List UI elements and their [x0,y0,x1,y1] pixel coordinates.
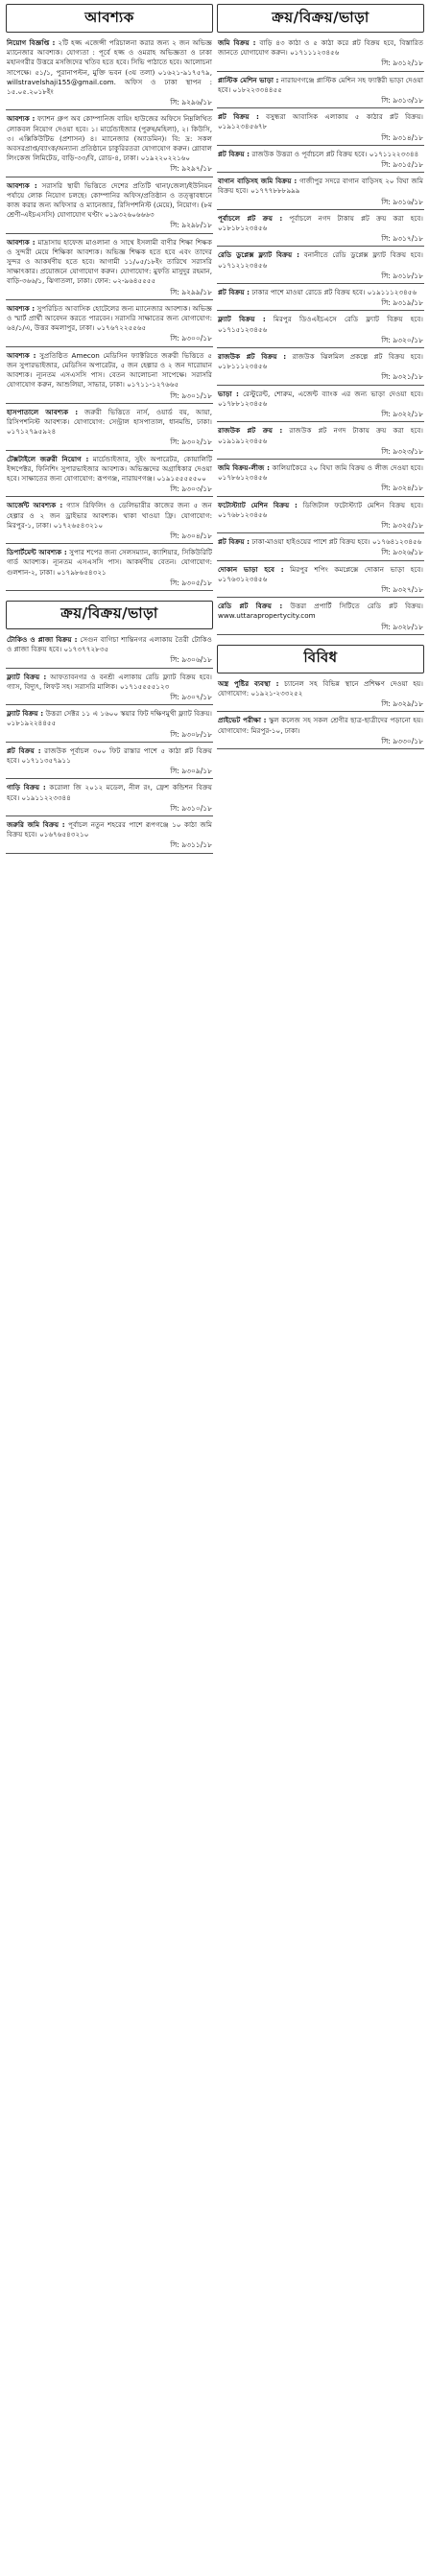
ad-code: সি: ৯৩২৫/১৮ [381,520,423,530]
ad-heading: ফ্ল্যাট বিক্রয় : [7,672,47,681]
ad-divider [6,299,213,300]
classified-ad [6,673,213,703]
ad-divider [6,704,213,705]
ad-heading: নিয়োগ বিজ্ঞপ্তি : [7,38,56,47]
section-header-trade-left [6,601,213,629]
trade-right-ads-list [217,38,424,635]
ad-body: রাজউক ঝিলমিল প্রকল্পে প্লট বিক্রয় হবে। ০১৮১১১২৩৪৫৬ [218,352,423,371]
ad-divider [6,668,213,669]
ad-heading: দোকান ভাড়া হবে : [218,564,284,574]
ad-code: সি: ৯৩২০/১৮ [381,335,423,344]
ad-body: উত্তরা প্রপার্টি সিটিতে রেডি প্লট বিক্রয়। www.uttarapropertycity.com [218,602,423,621]
classified-ad [6,304,213,344]
ad-heading: ফ্ল্যাট বিক্রয় : [218,315,266,324]
ad-code: সি: ৯২৯৮/১৮ [170,221,212,230]
ad-heading: ভাড়া : [218,389,239,398]
ad-heading: প্লট বিক্রয় : [7,745,41,755]
classified-ad [217,463,424,494]
ad-divider [217,107,424,108]
ad-divider [217,532,424,533]
ad-code: সি: ৯৩০৮/১৮ [170,729,212,739]
classified-ad [217,565,424,596]
ad-code: সি: ৯৩০৯/১৮ [170,767,212,776]
ad-body: ঢাকার পাশে মাওয়া রোডে প্লট বিক্রয় হবে। ০১৯১১১২৩৪৫৬ [251,288,417,297]
section-title-wanted: আবশ্যক [84,8,134,26]
ad-body: রাজউক উত্তরা ও পূর্বাচলে প্লট বিক্রয় হবে। ০১৭১১২২৩৩৪৪ [251,149,419,158]
ad-heading: টোকিও ও প্লাজা বিক্রয় : [7,634,78,644]
ad-divider [217,459,424,460]
classified-ad [217,38,424,69]
ad-code: সি: ৯৩০১/১৮ [170,390,212,400]
ad-code: সি: ৯৩০৫/১৮ [170,578,212,587]
ad-code: সি: ৯৩২৭/১৮ [381,584,423,594]
ad-divider [217,597,424,598]
classified-ad [6,455,213,495]
ad-heading: জরুরি জমি বিক্রয় : [7,820,65,829]
ad-divider [6,590,213,591]
classified-ad [6,746,213,777]
ad-divider [6,543,213,544]
ad-divider [6,450,213,451]
ad-body: সেগুন বাগিচা শান্তিনগর এলাকায় তৈরী টোকিও ও প্লাজা বিক্রয় হবে। ০১৭৩৭৭২৮৩৫ [7,634,212,654]
ad-code: সি: ৯৩৩০/১৮ [381,736,423,745]
ad-divider [6,403,213,404]
ad-body: মিরপুর ডিওএইচএসে রেডি ফ্ল্যাট বিক্রয় হবে। ০১৭১৫১২৩৪৫৬ [218,315,423,334]
ad-body: করোলা জি ২০১২ মডেল, নীল রং, ফ্রেশ কন্ডিশন বিক্রয় হবে। ০১৯১১২২৩৩৪৪ [7,783,212,802]
classified-ad [6,408,213,448]
ad-divider [217,310,424,311]
classified-ad [217,76,424,106]
ad-body: রাজউক প্লট নগদ টাকায় ক্রয় করা হবে। ০১৯১৯১২৩৪৫৬ [218,426,423,445]
ad-body: কালিয়াকৈরে ২০ বিঘা জমি বিক্রয় ও লীজ দেওয়া হবে। ০১৭৮৬১২৩৪৫৬ [218,462,423,483]
classified-ad [217,426,424,457]
classified-ad [217,352,424,383]
ad-body: পূর্বাচল নতুন শহরের পাশে রূপগঞ্জে ১০ কাঠা জমি বিক্রয় হবে। ০১৬৭৬৫৪৩২১০ [7,820,212,839]
ad-code: সি: ৯৩০৭/১৮ [170,692,212,701]
ad-divider [217,385,424,386]
ad-divider [6,109,213,110]
ad-heading: হাসপাতালে আবশ্যক : [7,407,79,416]
ad-code: সি: ৯৩২৬/১৮ [381,548,423,557]
ad-code: সি: ৯৩১৯/১৮ [381,298,423,308]
ad-divider [217,246,424,247]
ad-divider [6,815,213,816]
ad-heading: প্লট বিক্রয় : [218,112,259,122]
classified-ad [217,716,424,746]
ad-divider [217,711,424,712]
ad-heading: ফটোস্ট্যাট মেশিন বিক্রয় : [218,500,298,509]
ad-body: বনানীতে রেডি ডুপ্লেক্স ফ্ল্যাট বিক্রয় হবে। ০১৭১২১২৩৪৫৬ [218,250,423,270]
ad-body: সুপার শপের জন্য সেলসম্যান, ক্যাশিয়ার, সিকিউরিটি গার্ড আবশ্যক। ন্যূনতম এসএসসি পাস। আকর্ষণীয় বেতন। যোগাযোগ: গুলশান-২, ঢাকা। ০১৭৯৮৬৫৪৩২১ [7,548,212,577]
ad-divider [217,283,424,284]
classified-ad [217,150,424,170]
ad-heading: জমি বিক্রয়-লীজ : [218,462,270,472]
ad-divider [6,778,213,779]
classified-ad [6,238,213,297]
ad-code: সি: ৯৩০৪/১৮ [170,531,212,540]
ad-divider [217,172,424,173]
ad-heading: পূর্বাচলে প্লট ক্রয় : [218,213,283,223]
ad-body: উত্তরা সেক্টর ১১ এ ১৬০০ স্কয়ার ফিট দক্ষিণমুখী ফ্ল্যাট বিক্রয়। ০১৮১৯২২৪৪৫৫ [7,709,212,728]
ad-code: সি: ৯৩২৮/১৮ [381,622,423,631]
ad-divider [217,71,424,72]
classified-ad [6,783,213,814]
section-title-misc: বিবিধ [303,649,338,667]
ad-body: মার্চেন্ডাইজার, সুইং অপারেটর, কোয়ালিটি ইন্সপেক্টর, ফিনিশিং সুপারভাইজার আবশ্যক। অভিজ্ঞদের অগ্রাধিকার দেওয়া হবে। সাক্ষাতের জন্য যোগাযোগ: রূপগঞ্জ, নারায়ণগঞ্জ। ০১৯১৫৫৫৫৫০০ [7,454,212,483]
ad-heading: আর্জেন্ট আবশ্যক : [7,501,63,510]
ad-code: সি: ৯৩২২/১৮ [381,410,423,419]
ad-heading: রাজউক প্লট বিক্রয় : [218,352,287,362]
ad-heading: প্রাইভেট পরীক্ষা : [218,716,267,725]
ad-code: সি: ৯৩১০/১৮ [170,803,212,813]
ad-code: সি: ৯৩০৩/১৮ [170,484,212,494]
classified-ad [217,679,424,710]
ad-heading: প্লাস্টিক মেশিন ভাড়া : [218,75,279,84]
ad-heading: আবশ্যক : [7,237,36,247]
ad-divider [217,209,424,210]
section-header-trade-right [217,4,424,33]
ad-code: সি: ৯৩১৮/১৮ [381,271,423,280]
ad-divider [217,145,424,146]
ad-heading: আবশ্যক : [7,114,36,124]
classified-ad [217,214,424,245]
ad-body: রাজউক পূর্বাচল ৩০০ ফিট রাস্তার পাশে ৫ কাঠা প্লট বিক্রয় হবে। ০১৭১১৩৫৭৯১১ [7,745,212,765]
ad-code: সি: ৯৩০৬/১৮ [170,655,212,665]
trade-left-ads-list [6,635,213,854]
classified-ad [6,114,213,174]
ad-body: ডিজিটাল ফটোস্ট্যাট মেশিন বিক্রয় হবে। ০১৭৬৮১২৩৪৫৬ [218,500,424,519]
ad-code: সি: ৯৩২১/১৮ [381,372,423,382]
ad-heading: প্লট বিক্রয় : [218,537,250,547]
ad-code: সি: ৯৩০২/১৮ [170,437,212,447]
ad-body: সুপরিচিত আবাসিক হোটেলের জন্য ম্যানেজার আবশ্যক। অভিজ্ঞ ও স্মার্ট প্রার্থী আবেদন করতে পারবেন। সরাসরি সাক্ষাতের জন্য যোগাযোগ: ৬৪/১/এ, উত্তর কমলাপুর, ঢাকা। ০১৭৬৭২২৫৫৬৫ [7,303,212,333]
left-column [6,4,213,858]
ad-body: বাড়ি ৪৩ কাঠা ও ৫ কাঠা করে প্লট বিক্রয় হবে, বিস্তারিত জানতে যোগাযোগ করুন। ০১৭১১১২৩৪৫৬ [218,38,423,58]
ad-code: সি: ৯২৯৯/১৮ [170,287,212,296]
ad-code: সি: ৯৩১৪/১৮ [381,132,423,142]
ad-divider [6,346,213,347]
ad-heading: আবশ্যক : [7,303,36,313]
ad-body: ২টি হজ্জ এজেন্সী পরিচালনা করার জন্য ২ জন অভিজ্ঞ ম্যানেজার আবশ্যক। যোগ্যতা : পূর্বে হজ্জ ও ওমরাহ অভিজ্ঞতা ও ঢাকা মহানগরীর উত্তরে মসজিদের খতিব হতে হবে। সিভি পাঠাতে হবে। আলোচনা সাপেক্ষে। ৫১/১, পুরানাপল্টন, মুক্তি ভবন (৩য় তলা) ০১৬২১-৯১৭৫৭৯, willstravelshaji155@gmail.com. অফিস ও ঢাকা স্থাপন : ১৫.০৫.২০১৮ইং [7,38,212,97]
ad-divider [6,496,213,497]
misc-ads-list [217,679,424,749]
classified-ad [217,112,424,143]
ad-code: সি: ৯৩১৬/১৮ [381,197,423,206]
ad-divider [217,748,424,749]
ad-heading: গাড়ি বিক্রয় : [7,783,46,792]
ad-body: গাজীপুর সদরে বাগান বাড়িসহ ২০ বিঘা জমি বিক্রয় হবে। ০১৭৭৭৮৮৮৯৯৯ [218,177,423,196]
ad-body: ঢাকা-মাওয়া হাইওয়ের পাশে প্লট বিক্রয় হবে। ০১৭৬৪১২৩৪৫৬ [251,537,422,547]
ad-heading: টেক্সটাইলে জরুরী নিয়োগ : [7,454,89,463]
section-title-trade-right: ক্রয়/বিক্রয়/ভাড়া [272,8,369,26]
ad-body: আফতাবনগর ও বনশ্রী এলাকায় রেডি ফ্ল্যাট বিক্রয় হবে। গ্যাস, বিদ্যুৎ, লিফট সহ। সরাসরি মালিক। ০১৭১৫৫৫৫১২৩ [7,672,212,691]
ad-body: স্কুল কলেজ সহ সকল শ্রেণীর ছাত্র-ছাত্রীদের পড়ানো হয়। যোগাযোগ: মিরপুর-১০, ঢাকা। [218,716,424,735]
classified-ad [217,537,424,557]
ad-body: নারায়ণগঞ্জে প্লাস্টিক মেশিন সহ ফ্যাক্টরী ভাড়া দেওয়া হবে। ০১৮২২৩৩৪৪৫৫ [218,75,423,94]
ad-body: বসুন্ধরা আবাসিক এলাকায় ৫ কাঠার প্লট বিক্রয়। ০১৯১২৩৪৫৬৭৮ [218,112,423,131]
classified-ad [6,709,213,740]
section-title-trade-left: ক্রয়/বিক্রয়/ভাড়া [60,604,158,623]
ad-code: সি: ৯৩১১/১৮ [170,840,212,850]
ad-code: সি: ৯৩১৩/১৮ [381,96,423,106]
ad-code: সি: ৯৩১২/১৮ [381,59,423,68]
ad-code: সি: ৯৩০০/১৮ [170,334,212,343]
classified-ad [6,548,213,588]
ad-body: পূর্বাচলে নগদ টাকায় প্লট ক্রয় করা হবে। ০১৮১৮১২৩৪৫৬ [218,213,423,233]
ad-body: রেস্টুরেন্ট, শোরুম, এজেন্ট ব্যাংক এর জন্য ভাড়া দেওয়া হবে। ০১৭৮৮১২৩৪৫৬ [218,389,423,408]
section-header-misc [217,645,424,674]
ad-body: সরাসরি স্থায়ী ভিত্তিতে দেশের প্রতিটি থানা/জেলা/ইউনিয়ন পর্যায়ে লোক নিয়োগ চলছে। কোম্পানির অফিস/প্রতিষ্ঠান ও তত্ত্বাবধানে কাজ করার জন্য অফিসার ও ম্যানেজার, রিসিপশনিস্ট (মেয়ে), নিয়োগ। (৮ম শ্রেণী-এইচএসসি) যোগাযোগ ঘণ্টাং ০১৯৩২৬০৬৬৬৩ [7,180,212,220]
ad-divider [6,742,213,743]
ad-body: গ্যাস রিফিলিং ও ডেলিভারীর কাজের জন্য ৫ জন হেল্পার ও ২ জন ড্রাইভার আবশ্যক। থাকা খাওয়া ফ্রি। যোগাযোগ: মিরপুর-১, ঢাকা। ০১৭২৬৫৪৩২১০ [7,501,212,530]
ad-divider [217,347,424,348]
ad-body: চ্যানেল সহ বিভিন্ন স্থানে প্রশিক্ষণ দেওয়া হয়। যোগাযোগ: ০১৯২১-২৩৩২৫২ [218,678,423,697]
ad-divider [6,853,213,854]
ad-heading: আবশ্যক : [7,350,36,360]
ad-code: সি: ৯৩২৯/১৮ [381,699,423,709]
ad-divider [217,560,424,561]
section-header-wanted [6,4,213,33]
ad-divider [217,496,424,497]
classified-ad [6,820,213,851]
ad-divider [6,233,213,234]
ad-body: মাদ্রাসায় হাফেজ মাওলানা ও সাথে ইসলামী বাণীর শিক্ষা শিক্ষক ও সুন্দরী মেয়ে শিক্ষিকা আবশ্যক। অভিজ্ঞ শিক্ষক হতে হবে এবং তাদের সুন্দর ও আকর্ষণীয় হতে হবে। আগামী ১১/০৫/১৮ইং তারিখে সরাসরি সাক্ষাৎকার। প্রয়োজনে যোগাযোগ করুন। যোগাযোগ: মুফতি মাসুদুর রহমান, বাড়ি-৩৬৬/১, ঝিগাতলা, ঢাকা। ফোন: ০২-৯৬৪৫৫৫৫ [7,237,212,286]
classified-ad [6,38,213,107]
ad-divider [217,634,424,635]
ad-body: ফ্যাশন গ্রুপ অব কোম্পানিজ বায়িং হাউজের অফিসে নিম্নলিখিত লোকবল নিয়োগ দেওয়া হবে। ১। মার্চেন্ডাইজার (পুরুষ/মহিলা), ২। কিউসি, ৩। এক্সিকিউটিভ (প্রশাসন) ৪। ম্যানেজার (অ্যাডমিন)। বি: দ্র: সকল অবসরপ্রাপ্ত/ব্যাংক/অন্যান্য প্রতিষ্ঠানে চাকুরিরতরা যোগাযোগ করুন। গ্লোবাল লিংকেজ লিমিটেড, বাড়ি-৩৩/বি, রোড-৪, ঢাকা। ০১৯২২০২২১৬০ [7,114,212,163]
ad-code: সি: ৯৩২৪/১৮ [381,484,423,493]
ad-heading: অস্ত্র পুষ্টির ব্যবস্থা : [218,678,279,688]
ad-code: সি: ৯২৯৬/১৮ [170,98,212,107]
classified-ad [217,501,424,532]
ad-heading: জমি বিক্রয় : [218,38,256,47]
classified-ad [6,635,213,666]
ad-heading: ফ্ল্যাট বিক্রয় : [7,709,44,719]
classified-ad [217,315,424,345]
ad-heading: প্লট বিক্রয় : [218,149,250,158]
ad-code: সি: ৯২৯৭/১৮ [170,164,212,174]
ad-heading: ডিপার্টমেন্ট আবশ্যক : [7,548,67,557]
ad-code: সি: ৯৩১৭/১৮ [381,234,423,244]
classified-ad [217,177,424,207]
ad-code: সি: ৯৩১৫/১৮ [381,160,423,170]
classified-ad [6,351,213,401]
ad-heading: আবশ্যক : [7,180,37,190]
ad-code: সি: ৯৩২৩/১৮ [381,446,423,456]
classified-ad [6,501,213,541]
wanted-ads-list [6,38,213,591]
ad-heading: রেডি ডুপ্লেক্স ফ্ল্যাট বিক্রয় : [218,250,300,260]
ad-divider [217,421,424,422]
ad-heading: রাজউক প্লট ক্রয় : [218,426,283,436]
classified-ad [217,602,424,632]
ad-heading: রেডি প্লট বিক্রয় : [218,602,283,611]
ad-heading: বাগান বাড়িসহ জমি বিক্রয় : [218,177,298,186]
classified-ad [217,250,424,281]
ad-body: সুপ্রতিষ্ঠিত Amecon মেডিসিন ফ্যাক্টরিতে জরুরী ভিত্তিতে ৫ জন সুপারভাইজার, মেডিসিন অপারেটর, ৫ জন হেল্পার ও ২ জন দারোয়ান আবশ্যক। ন্যূনতম এসএসসি পাস। বেতন আলোচনা সাপেক্ষে। সরাসরি যোগাযোগ করুন, আশুলিয়া, সাভার, ঢাকা। ০১৭১১-১২৭৬৬৫ [7,350,212,390]
right-column [217,4,424,753]
classified-ad [217,288,424,308]
classified-ad [6,181,213,231]
ad-body: জরুরী ভিত্তিতে নার্স, ওয়ার্ড বয়, আয়া, রিসিপশনিস্ট আবশ্যক। যোগাযোগ: সেন্ট্রাল হাসপাতাল, ধানমন্ডি, ঢাকা। ০১৭১২৭৯৫৯২৪ [7,407,212,437]
classified-ad [217,390,424,420]
ad-body: মিরপুর শপিং কমপ্লেক্সে দোকান ভাড়া হবে। ০১৭৬৩১২৩৪৫৬ [218,564,423,583]
ad-heading: প্লট বিক্রয় : [218,288,250,297]
